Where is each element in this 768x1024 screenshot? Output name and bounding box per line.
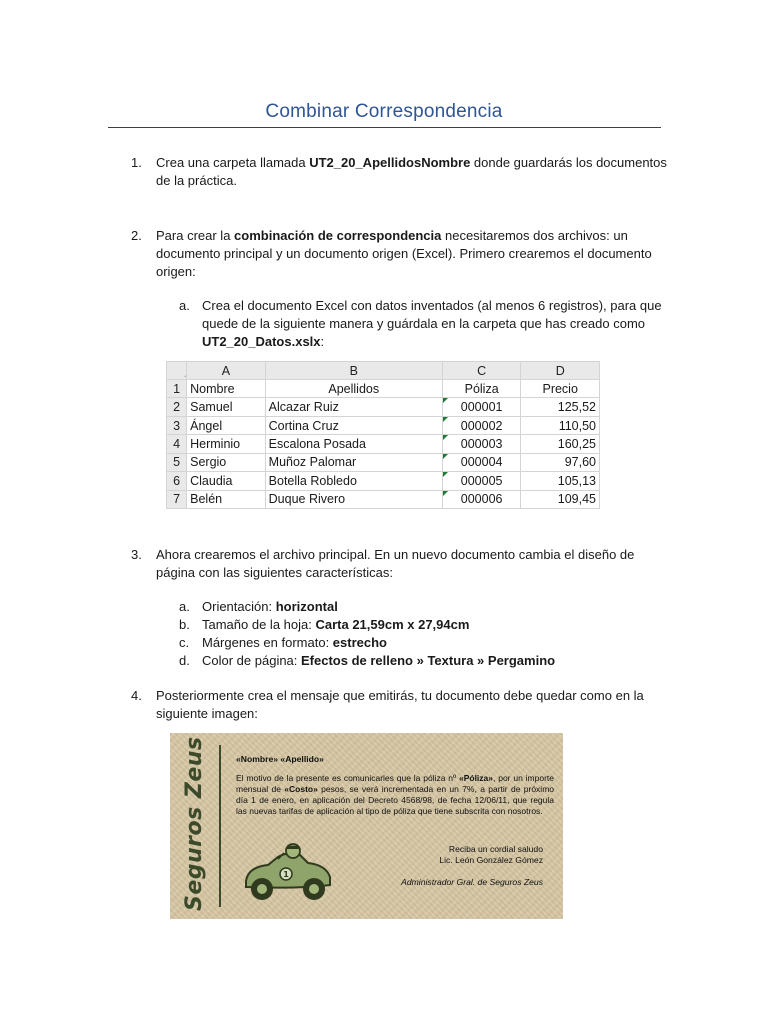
sheet-cell: Duque Rivero: [265, 490, 442, 508]
sheet-row: [167, 435, 600, 453]
text-line: Crea el documento Excel con datos inventados (al menos 6 registros), para que: [202, 298, 662, 313]
sheet-cell: Apellidos: [265, 380, 442, 398]
sheet-cell: 000002: [442, 416, 521, 434]
sheet-cell: Claudia: [187, 472, 266, 490]
list-text: [156, 687, 644, 723]
list-text: [202, 652, 555, 670]
text-line: Ahora crearemos el archivo principal. En un nuevo documento cambia el diseño de: [156, 547, 635, 562]
sheet-cell: 125,52: [521, 398, 600, 416]
race-car-icon: [238, 837, 338, 905]
list-text: [156, 546, 634, 582]
text-line: siguiente imagen:: [156, 706, 258, 721]
list-letter: d.: [179, 653, 190, 668]
text-line: Color de página: Efectos de relleno » Textura » Pergamino: [202, 653, 556, 668]
text-line: documento principal y un documento origen (Excel). Primero crearemos el documento: [156, 246, 652, 261]
text-line: Crea una carpeta llamada UT2_20_ApellidosNombre donde guardarás los documentos: [156, 155, 667, 170]
letter-sign-greeting: Reciba un cordial saludo: [448, 844, 543, 854]
document-title: Combinar Correspondencia: [265, 101, 503, 122]
letter-body: El motivo de la presente es comunicarles que la póliza nº «Póliza», por un importe mensual de «Costo» pesos, se verá incrementada en un 7%, a partir de próximo día 1 de enero, en aplicación del Decreto 4568/98, de fecha 12/06/11, que regula las nuevas tarifas de aplicación al tipo de póliza que tiene subscrita con nosotros.: [236, 773, 555, 816]
sheet-cell: Sergio: [187, 453, 266, 471]
sheet-cell: 000005: [442, 472, 521, 490]
text-line: Tamaño de la hoja: Carta 21,59cm x 27,94cm: [202, 617, 470, 632]
list-letter: a.: [179, 298, 190, 313]
sheet-row: [167, 453, 600, 471]
sheet-cell: Herminio: [187, 435, 266, 453]
column-header: D: [521, 362, 600, 380]
list-number: 4.: [131, 688, 142, 703]
sheet-cell: Belén: [187, 490, 266, 508]
sheet-cell: 160,25: [521, 435, 600, 453]
text-line: página con las siguientes características:: [156, 565, 394, 580]
text-line: Márgenes en formato: estrecho: [202, 635, 387, 650]
sheet-cell: 000006: [442, 490, 521, 508]
column-header: C: [442, 362, 521, 380]
row-header: 1: [167, 380, 187, 398]
sheet-cell: Cortina Cruz: [265, 416, 442, 434]
sheet-cell: Ángel: [187, 416, 266, 434]
spreadsheet-table: [166, 361, 600, 509]
sheet-cell: Póliza: [442, 380, 521, 398]
text-line: quede de la siguiente manera y guárdala en la carpeta que has creado como: [202, 316, 646, 331]
sheet-cell: Botella Robledo: [265, 472, 442, 490]
list-letter: b.: [179, 617, 190, 632]
sheet-cell: 000004: [442, 453, 521, 471]
sheet-cell: Nombre: [187, 380, 266, 398]
car-number: 1: [283, 870, 289, 879]
list-text: [156, 227, 652, 281]
list-number: 2.: [131, 228, 142, 243]
letter-footer: Administrador Gral. de Seguros Zeus: [401, 877, 543, 887]
letter-preview-image: [170, 733, 563, 919]
sheet-cell: Precio: [521, 380, 600, 398]
list-text: [202, 297, 662, 351]
brand-divider: [219, 745, 221, 907]
row-header: 6: [167, 472, 187, 490]
sheet-corner: [167, 362, 187, 380]
sheet-row: [167, 472, 600, 490]
sheet-cell: 97,60: [521, 453, 600, 471]
row-header: 7: [167, 490, 187, 508]
row-header: 3: [167, 416, 187, 434]
list-letter: c.: [179, 635, 190, 650]
sheet-cell: Samuel: [187, 398, 266, 416]
sheet-row: [167, 398, 600, 416]
letter-sign-name: Lic. León González Gómez: [439, 855, 543, 865]
sheet-cell: 110,50: [521, 416, 600, 434]
text-line: Para crear la combinación de correspondencia necesitaremos dos archivos: un: [156, 228, 628, 243]
title-underline: [108, 127, 661, 128]
text-line: Orientación: horizontal: [202, 599, 338, 614]
list-text: [156, 154, 667, 190]
text-line: origen:: [156, 264, 196, 279]
sheet-cell: Alcazar Ruiz: [265, 398, 442, 416]
list-number: 3.: [131, 547, 142, 562]
list-letter: a.: [179, 599, 190, 614]
letter-greeting: «Nombre» «Apellido»: [236, 754, 324, 764]
column-header: A: [187, 362, 266, 380]
sheet-cell: Escalona Posada: [265, 435, 442, 453]
sheet-row: [167, 490, 600, 508]
brand-logo-text: Seguros Zeus: [182, 736, 207, 911]
list-text: [202, 598, 338, 616]
list-number: 1.: [131, 155, 142, 170]
list-text: [202, 634, 387, 652]
sheet-cell: Muñoz Palomar: [265, 453, 442, 471]
text-line: Posteriormente crea el mensaje que emitirás, tu documento debe quedar como en la: [156, 688, 644, 703]
sheet-cell: 105,13: [521, 472, 600, 490]
sheet-cell: 109,45: [521, 490, 600, 508]
sheet-cell: 000003: [442, 435, 521, 453]
row-header: 5: [167, 453, 187, 471]
sheet-row: [167, 380, 600, 398]
text-line: UT2_20_Datos.xslx:: [202, 334, 325, 349]
list-text: [202, 616, 469, 634]
row-header: 2: [167, 398, 187, 416]
row-header: 4: [167, 435, 187, 453]
text-line: de la práctica.: [156, 173, 237, 188]
sheet-row: [167, 416, 600, 434]
sheet-cell: 000001: [442, 398, 521, 416]
column-header: B: [265, 362, 442, 380]
